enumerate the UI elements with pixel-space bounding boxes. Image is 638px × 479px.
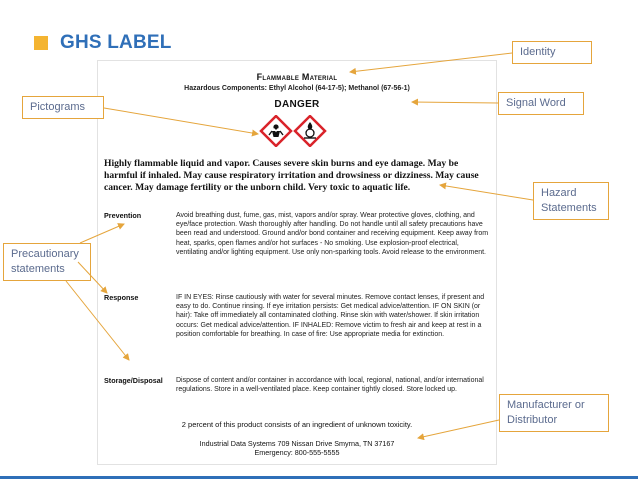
storage-section [104, 376, 492, 394]
unknown-toxicity-note: 2 percent of this product consists of an ingredient of unknown toxicity. [181, 420, 413, 429]
emergency-phone: Emergency: 800-555-5555 [254, 448, 340, 457]
manufacturer-address: Industrial Data Systems 709 Nissan Drive Smyrna, TN 37167 [199, 439, 395, 448]
slide-title: GHS LABEL [60, 32, 172, 53]
callout-identity: Identity [512, 41, 592, 64]
callout-pictograms: Pictograms [22, 96, 104, 119]
health-hazard-icon [261, 116, 291, 146]
prevention-text: Avoid breathing dust, fume, gas, mist, vapors and/or spray. Wear protective gloves, clothing, and eye/face protection. Wash thoroughly after handling. Do not handle until all safety precautions have been read and understood. Ground and/or bond container and receiving equipment. Keep away from heat, sparks, open flames and/or hot surfaces - No smoking. Use explosion-proof electrical, ventilating and/or lighting equipment. Use only non-sparking tools. Avoid release to the environment. [176, 212, 489, 256]
label-hazard-statements: Highly flammable liquid and vapor. Causes severe skin burns and eye damage. May be harmful if inhaled. May cause respiratory irritation and drowsiness or dizziness. May cause cancer. May damage fertility or the unborn child. Very toxic to aquatic life. [104, 158, 479, 193]
label-product-identity: Flammable Material [256, 72, 338, 82]
label-hazardous-components: Hazardous Components: Ethyl Alcohol (64-17-5); Methanol (67-56-1) [184, 85, 410, 92]
label-signal-word: DANGER [274, 99, 320, 110]
response-text: IF IN EYES: Rinse cautiously with water for several minutes. Remove contact lenses, if present and easy to do. Continue rinsing. If eye irritation persists: Get medical advice/attention. IF ON SKIN (or hair): Take off immediately all contaminated clothing. Rinse skin with water/shower. If skin irritation occurs: Get medical advice/attention. IF INHALED: Remove victim to fresh air and keep at rest in a position comfortable for breathing. In case of fire: Use appropriate media for extinction. [176, 294, 485, 338]
slide-header [34, 32, 172, 54]
ghs-label-sheet [97, 60, 497, 465]
callout-manufacturer: Manufacturer or Distributor [499, 394, 609, 432]
storage-label: Storage/Disposal [104, 376, 163, 385]
label-pictograms [258, 115, 330, 147]
manufacturer-info [98, 439, 496, 457]
prevention-section [104, 211, 492, 257]
response-label: Response [104, 293, 139, 302]
flame-icon [295, 116, 325, 146]
prevention-label: Prevention [104, 211, 142, 220]
storage-text: Dispose of content and/or container in accordance with local, regional, national, and/or international regulations. Store in a well-ventilated place. Keep container tightly closed. Store locked up. [176, 377, 484, 394]
callout-hazard-statements: Hazard Statements [533, 182, 609, 220]
callout-precautionary-statements: Precautionary statements [3, 243, 91, 281]
response-section [104, 293, 492, 339]
callout-signal-word: Signal Word [498, 92, 584, 115]
title-bullet-square [34, 36, 48, 50]
